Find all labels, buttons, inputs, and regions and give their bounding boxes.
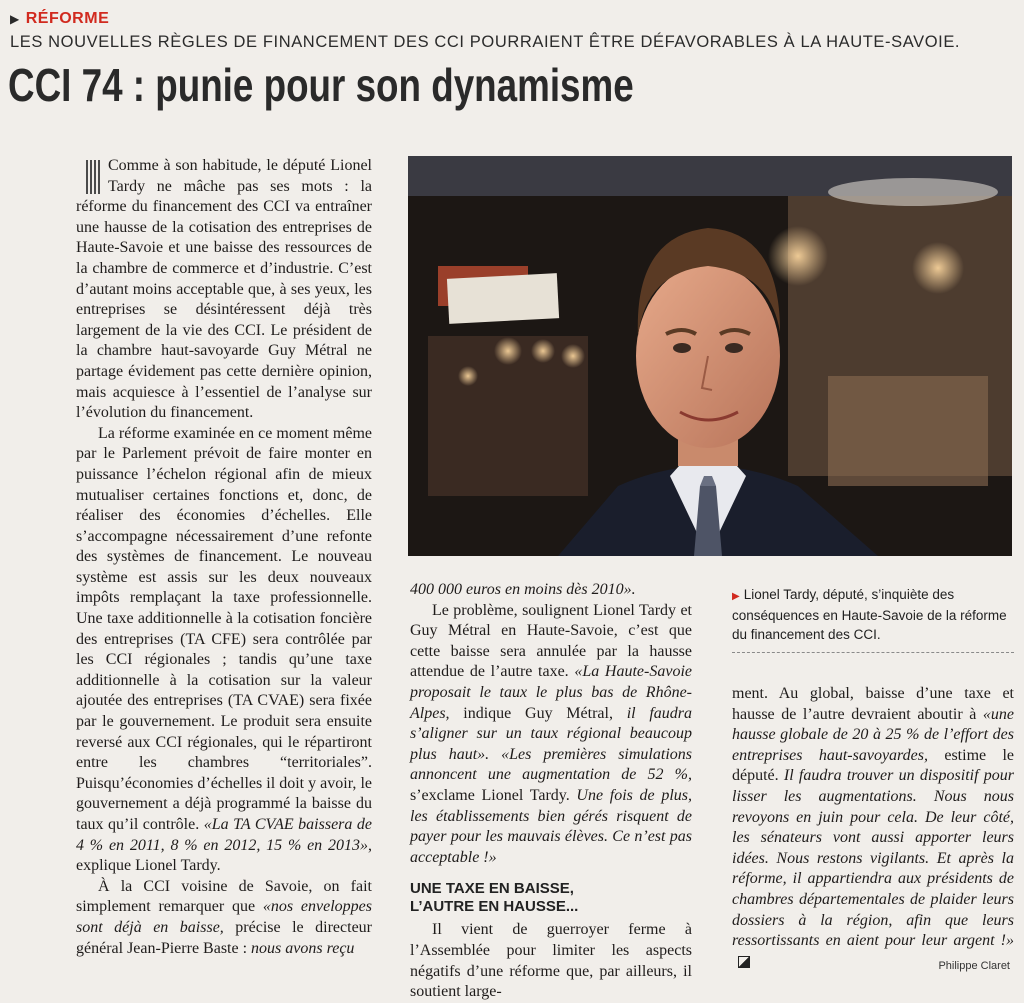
- article-kicker: LES NOUVELLES RÈGLES DE FINANCEMENT DES CCI POURRAIENT ÊTRE DÉFAVORABLES À LA HAUTE-SAVOIE.: [10, 33, 961, 51]
- body-paragraph: La réforme examinée en ce moment même par le Parlement prévoit de faire monter en puissance l’échelon régional afin de mieux mutualiser certaines fonctions et, donc, de réaliser des économies d’échelles. Elle s’accompagne nécessairement d’une refonte des systèmes de financement. Le nouveau système est assis sur les deux nouveaux impôts remplaçant la taxe professionnelle. Une taxe additionnelle à la cotisation foncière des entreprises (TA CFE) sera contrôlée par les CCI régionales ; tandis qu’une taxe additionnelle à la cotisation sur la valeur ajoutée des entreprises (TA CVAE) sera fixée par le gouvernement. Le produit sera ensuite reversé aux CCI régionales, qui le répartiront entre les chambres “territoriales”. Puisqu’économies d’échelles il doit y avoir, le gouvernement a déjà programmé la baisse du taux qu’il contrôle. «La TA CVAE baissera de 4 % en 2011, 8 % en 2012, 15 % en 2013», explique Lionel Tardy.: [76, 424, 373, 875]
- portrait-photo: [408, 156, 1012, 556]
- article-column-1: [76, 156, 372, 959]
- section-rubric: [10, 10, 109, 28]
- play-arrow-icon: ▶: [10, 12, 20, 26]
- lead-bars-icon: [86, 160, 100, 194]
- body-paragraph: 400 000 euros en moins dès 2010».: [410, 581, 636, 598]
- caption-arrow-icon: ▶: [732, 591, 740, 602]
- article-headline: CCI 74 : punie pour son dynamisme: [8, 59, 634, 111]
- author-credit: Philippe Claret: [938, 960, 1010, 972]
- photo-caption: ▶ Lionel Tardy, député, s’inquiète des conséquences en Haute-Savoie de la réforme du financement des CCI.: [732, 585, 1014, 653]
- end-of-article-icon: [738, 956, 750, 968]
- article-column-2: [410, 580, 692, 1003]
- section-subheading: UNE TAXE EN BAISSE, L’AUTRE EN HAUSSE...: [410, 880, 579, 916]
- article-column-3: [732, 684, 1014, 972]
- portrait-illustration: [408, 156, 1012, 556]
- rubric-label: RÉFORME: [25, 10, 110, 27]
- body-paragraph: Il vient de guerroyer ferme à l’Assemblée pour limiter les aspects négatifs d’une réforme que, par ailleurs, il soutient large-: [410, 921, 692, 1001]
- lead-paragraph: Comme à son habitude, le député Lionel Tardy ne mâche pas ses mots : la réforme du financement des CCI va entraîner une hausse de la cotisation des entreprises de Haute-Savoie et une baisse des ressources de la chambre de commerce et d’industrie. C’est d’autant moins acceptable que, à ses yeux, les entreprises se désintéressent déjà très largement de la vie des CCI. Le président de la chambre haut-savoyarde Guy Métral ne partage évidement pas cette dernière opinion, mais acquiesce à l’essentiel de l’analyse sur l’évolution du financement.: [76, 157, 372, 422]
- body-paragraph: ment. Au global, baisse d’une taxe et hausse de l’autre devraient aboutir à «une hausse globale de 20 à 25 % de l’effort des entreprises haut-savoyardes, estime le député. Il faudra trouver un dispositif pour lisser les augmentations. Nous nous revoyons en juin pour cela. De leur côté, les sénateurs vont aussi apporter leurs idées. Nous restons vigilants. Et après la réforme, il appartiendra aux présidents de chambres départementales de plaider leurs dossiers à la région, afin que leurs ressortissants en aient pour leur argent !»: [732, 684, 1014, 972]
- body-paragraph: Le problème, soulignent Lionel Tardy et Guy Métral en Haute-Savoie, c’est que cette baisse sera annulée par la hausse attendue de l’autre taxe. «La Haute-Savoie proposait le taux le plus bas de Rhône-Alpes, indique Guy Métral, il faudra s’aligner sur un taux régional beaucoup plus haut». «Les premières simulations annoncent une augmentation de 52 %, s’exclame Lionel Tardy. Une fois de plus, les établissements bien gérés risquent de payer pour les mauvais élèves. Ce n’est pas acceptable !»: [410, 601, 693, 866]
- body-paragraph: À la CCI voisine de Savoie, on fait simplement remarquer que «nos enveloppes sont déjà en baisse, précise le directeur général Jean-Pierre Baste : nous avons reçu: [76, 877, 373, 957]
